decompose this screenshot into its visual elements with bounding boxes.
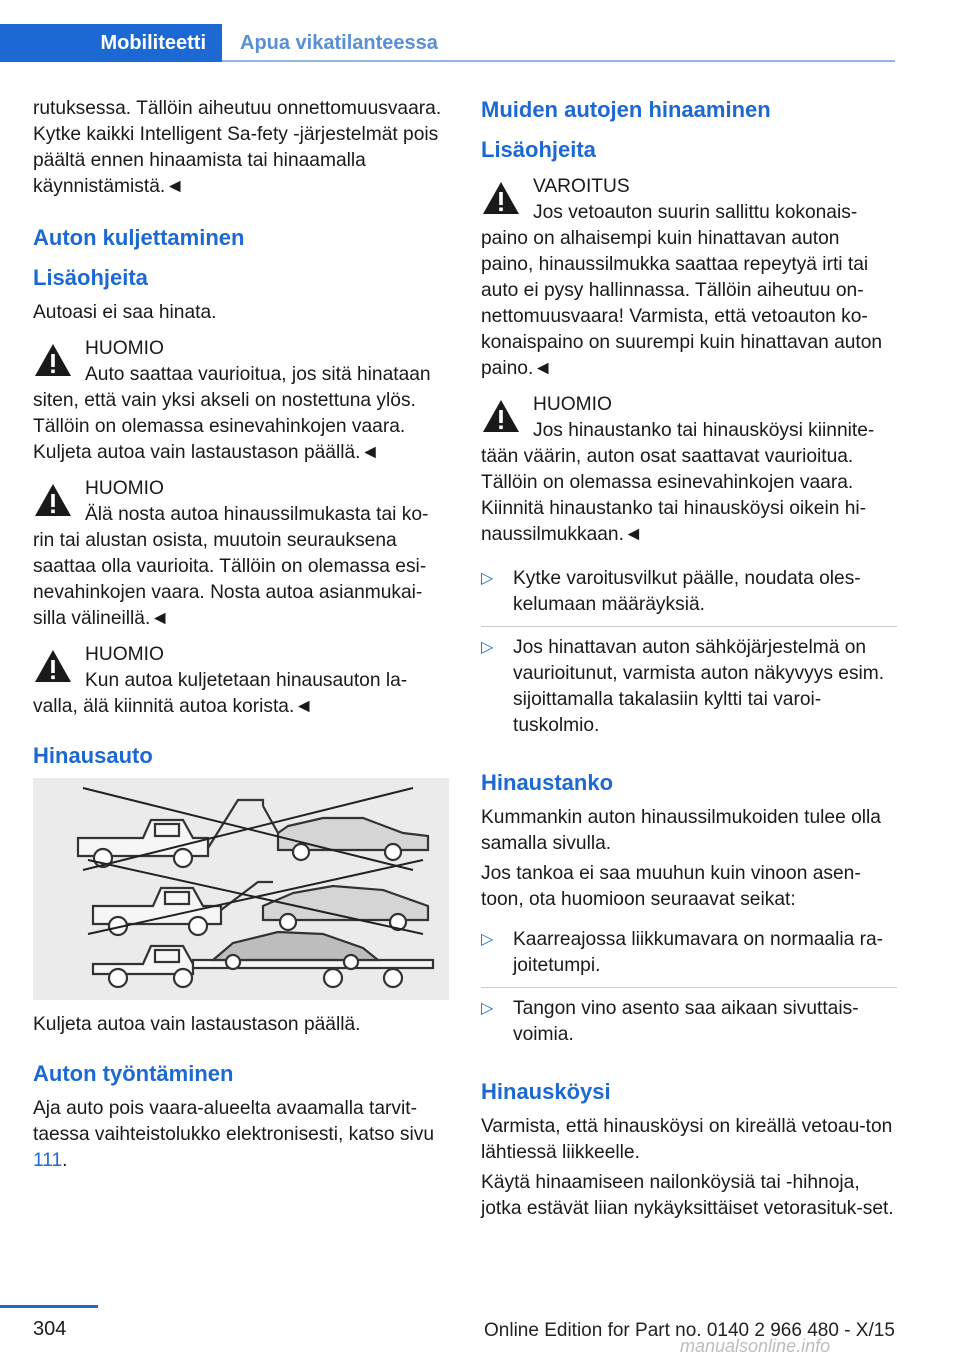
list-item-text: Kytke varoitusvilkut päälle, noudata oles‐kelumaan määräyksiä. xyxy=(513,568,861,615)
list-item-text: Jos hinattavan auton sähköjärjestelmä on vaurioitunut, varmista auton näkyvyys esim. sijoittamalla takalasiin kyltti tai varoi‐tuskolmio. xyxy=(513,637,885,736)
caution-label: HUOMIO xyxy=(85,478,164,499)
rope-paragraph-1: Varmista, että hinausköysi on kireällä vetoau‐ton lähtiessä liikkeelle. xyxy=(481,1116,893,1163)
page-number: 304 xyxy=(33,1318,67,1340)
heading-tow-truck: Hinausauto xyxy=(33,743,153,768)
right-column xyxy=(481,96,897,1226)
heading-pushing-car: Auton työntäminen xyxy=(33,1061,234,1086)
caution-label: HUOMIO xyxy=(85,338,164,359)
truck-row-3 xyxy=(93,932,433,987)
rope-paragraph-2: Käytä hinaamiseen nailonköysiä tai ‑hihnoja, jotka estävät liian nykäyksittäiset vetorasituk‐set. xyxy=(481,1172,894,1219)
warning-triangle-icon xyxy=(33,648,73,684)
watermark-text: manualsonline.info xyxy=(680,1336,831,1356)
push-text-end: . xyxy=(62,1150,68,1171)
list-item-text: Tangon vino asento saa aikaan sivuttais‐voimia. xyxy=(513,998,859,1045)
heading-towing-other-cars: Muiden autojen hinaaminen xyxy=(481,97,771,122)
triangle-bullet-icon: ▷ xyxy=(481,639,494,656)
warning-block xyxy=(481,174,897,382)
caution-block xyxy=(33,642,449,720)
tow-truck-illustration xyxy=(33,778,449,1000)
caution-text: Jos hinaustanko tai hinausköysi kiinnite‐tään väärin, auton osat saattavat vaurioitua. Tällöin on olemassa esinevahinkojen vaara. Kiinnitä hinaustanko tai hinausköysi oikein hi‐naussilmukkaan.◄ xyxy=(481,420,875,545)
caution-label: HUOMIO xyxy=(533,394,612,415)
triangle-bullet-icon: ▷ xyxy=(481,570,494,587)
towbar-paragraph-2: Jos tankoa ei saa muuhun kuin vinoon asen‐toon, ota huomioon seuraavat seikat: xyxy=(481,863,861,910)
caution-text: Auto saattaa vaurioitua, jos sitä hinataan siten, että vain yksi akseli on nostettuna ylös. Tällöin on olemassa esinevahinkojen vaara. Kuljeta autoa vain lastaustason päällä.◄ xyxy=(33,364,431,463)
list-item xyxy=(481,626,897,747)
triangle-bullet-icon: ▷ xyxy=(481,931,494,948)
caution-text: Kun autoa kuljetetaan hinausauton la‐valla, älä kiinnitä autoa korista.◄ xyxy=(33,670,408,717)
towbar-paragraph-1: Kummankin auton hinaussilmukoiden tulee olla samalla sivulla. xyxy=(481,807,881,854)
caution-block xyxy=(33,336,449,466)
truck-row-1 xyxy=(78,800,428,867)
tow-truck-drawing xyxy=(33,778,449,1000)
warning-triangle-icon xyxy=(33,342,73,378)
heading-car-transport: Auton kuljettaminen xyxy=(33,225,245,250)
warning-triangle-icon xyxy=(481,398,521,434)
no-tow-paragraph: Autoasi ei saa hinata. xyxy=(33,302,217,323)
intro-paragraph: rutuksessa. Tällöin aiheutuu onnettomuusvaara. Kytke kaikki Intelligent Sa‐fety ‑järjestelmät pois päältä ennen hinaamista tai hinaamalla käynnistämistä.◄ xyxy=(33,98,442,197)
left-column xyxy=(33,96,449,1178)
list-item-text: Kaarreajossa liikkumavara on normaalia ra‐joitetumpi. xyxy=(513,929,884,976)
edition-note: Online Edition for Part no. 0140 2 966 480 - X/15 xyxy=(484,1320,895,1341)
heading-tow-bar: Hinaustanko xyxy=(481,770,614,795)
page-link-111[interactable]: 111 xyxy=(33,1150,63,1171)
warning-text: Jos vetoauton suurin sallittu kokonais‐paino on alhaisempi kuin hinattavan auton paino, hinaussilmukka saattaa repeytyä irti tai auto ei pysy hallinnassa. Tällöin aiheutuu on‐nettomuusvaara! Varmista, että vetoauton ko‐konaispaino on suurempi kuin hinattavan auton paino.◄ xyxy=(481,202,883,379)
triangle-bullet-icon: ▷ xyxy=(481,1000,494,1017)
caution-label: HUOMIO xyxy=(85,644,164,665)
list-item xyxy=(481,919,897,987)
figure-caption: Kuljeta autoa vain lastaustason päällä. xyxy=(33,1014,361,1035)
push-paragraph xyxy=(33,1096,449,1174)
caution-text: Älä nosta autoa hinaussilmukasta tai ko‐rin tai alustan osista, muutoin seurauksena saattaa olla vaurioita. Tällöin on olemassa esi‐nevahinkojen vaara. Nosta autoa asianmukai‐silla välineillä.◄ xyxy=(33,504,429,629)
header-divider xyxy=(222,60,895,62)
warning-triangle-icon xyxy=(481,180,521,216)
section-tab-breakdown-help[interactable]: Apua vikatilanteessa xyxy=(240,31,438,54)
list-item xyxy=(481,558,897,626)
section-tab-mobility[interactable]: Mobiliteetti xyxy=(0,24,222,62)
page-header xyxy=(0,24,895,62)
caution-block xyxy=(481,392,897,548)
warning-label: VAROITUS xyxy=(533,176,630,197)
heading-tow-rope: Hinausköysi xyxy=(481,1079,611,1104)
warning-triangle-icon xyxy=(33,482,73,518)
caution-block xyxy=(33,476,449,632)
instruction-list xyxy=(481,558,897,747)
truck-row-2 xyxy=(93,882,428,935)
list-item xyxy=(481,987,897,1056)
push-text: Aja auto pois vaara-alueelta avaamalla tarvit‐taessa vaihteistolukko elektronisesti, katso sivu xyxy=(33,1098,434,1145)
heading-additional-notes: Lisäohjeita xyxy=(33,265,148,290)
footer-accent-bar xyxy=(0,1305,98,1308)
heading-additional-notes: Lisäohjeita xyxy=(481,137,596,162)
towbar-list xyxy=(481,919,897,1056)
